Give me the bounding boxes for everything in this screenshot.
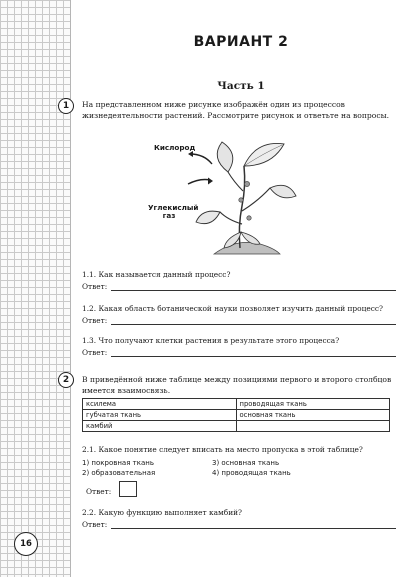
option-2: 2) образовательная	[82, 469, 156, 477]
figure-label-oxygen: Кислород	[154, 143, 196, 152]
question-1-2: 1.2. Какая область ботанической науки позволяет изучить данный процесс?	[82, 304, 383, 313]
answer-box-2-1[interactable]	[119, 481, 137, 497]
answer-label: Ответ:	[82, 520, 108, 529]
question-1-3: 1.3. Что получают клетки растения в результате этого процесса?	[82, 336, 340, 345]
answer-label: Ответ:	[82, 282, 108, 291]
question-1-1: 1.1. Как называется данный процесс?	[82, 270, 231, 279]
figure-label-co2	[148, 203, 199, 220]
question-2-2: 2.2. Какую функцию выполняет камбий?	[82, 508, 243, 517]
plant-figure	[148, 136, 298, 256]
answer-line-1-3[interactable]	[111, 348, 396, 357]
task-1-text: На представленном ниже рисунке изображён один из процессов жизнедеятельности растений. Рассмотрите рисунок и ответьте на вопросы.	[82, 100, 390, 120]
question-2-1: 2.1. Какое понятие следует вписать на место пропуска в этой таблице?	[82, 445, 363, 454]
answer-label-2-1: Ответ:	[86, 487, 112, 496]
table-cell: губчатая ткань	[83, 410, 237, 421]
answer-row-1-3	[82, 348, 396, 357]
table-row	[83, 410, 390, 421]
table-cell: камбий	[83, 421, 237, 432]
answer-row-1-2	[82, 316, 396, 325]
grid-margin	[0, 0, 70, 577]
answer-row-1-1	[82, 282, 396, 291]
task-2-text: В приведённой ниже таблице между позициями первого и второго столбцов имеется взаимосвязь.	[82, 375, 392, 395]
answer-line-1-2[interactable]	[111, 316, 396, 325]
variant-title: ВАРИАНТ 2	[193, 34, 289, 50]
relation-table	[82, 398, 390, 432]
table-cell: проводящая ткань	[236, 399, 390, 410]
page-number: 16	[14, 532, 38, 556]
answer-line-2-2[interactable]	[111, 520, 396, 529]
figure-label-co2-line2: газ	[162, 211, 176, 220]
option-1: 1) покровная ткань	[82, 459, 154, 467]
table-row	[83, 421, 390, 432]
answer-line-1-1[interactable]	[111, 282, 396, 291]
answer-label: Ответ:	[82, 348, 108, 357]
page-content	[62, 0, 400, 577]
task-1-number: 1	[58, 98, 74, 114]
part-title: Часть 1	[217, 80, 265, 92]
table-cell-blank[interactable]	[236, 421, 390, 432]
option-3: 3) основная ткань	[212, 459, 280, 467]
task-2-number: 2	[58, 372, 74, 388]
answer-row-2-2	[82, 520, 396, 529]
grid-edge-line	[70, 0, 71, 577]
plant-illustration	[148, 136, 298, 256]
table-row	[83, 399, 390, 410]
option-4: 4) проводящая ткань	[212, 469, 291, 477]
answer-label: Ответ:	[82, 316, 108, 325]
table-cell: ксилема	[83, 399, 237, 410]
table-cell: основная ткань	[236, 410, 390, 421]
figure-label-co2-line1: Углекислый	[148, 203, 199, 212]
